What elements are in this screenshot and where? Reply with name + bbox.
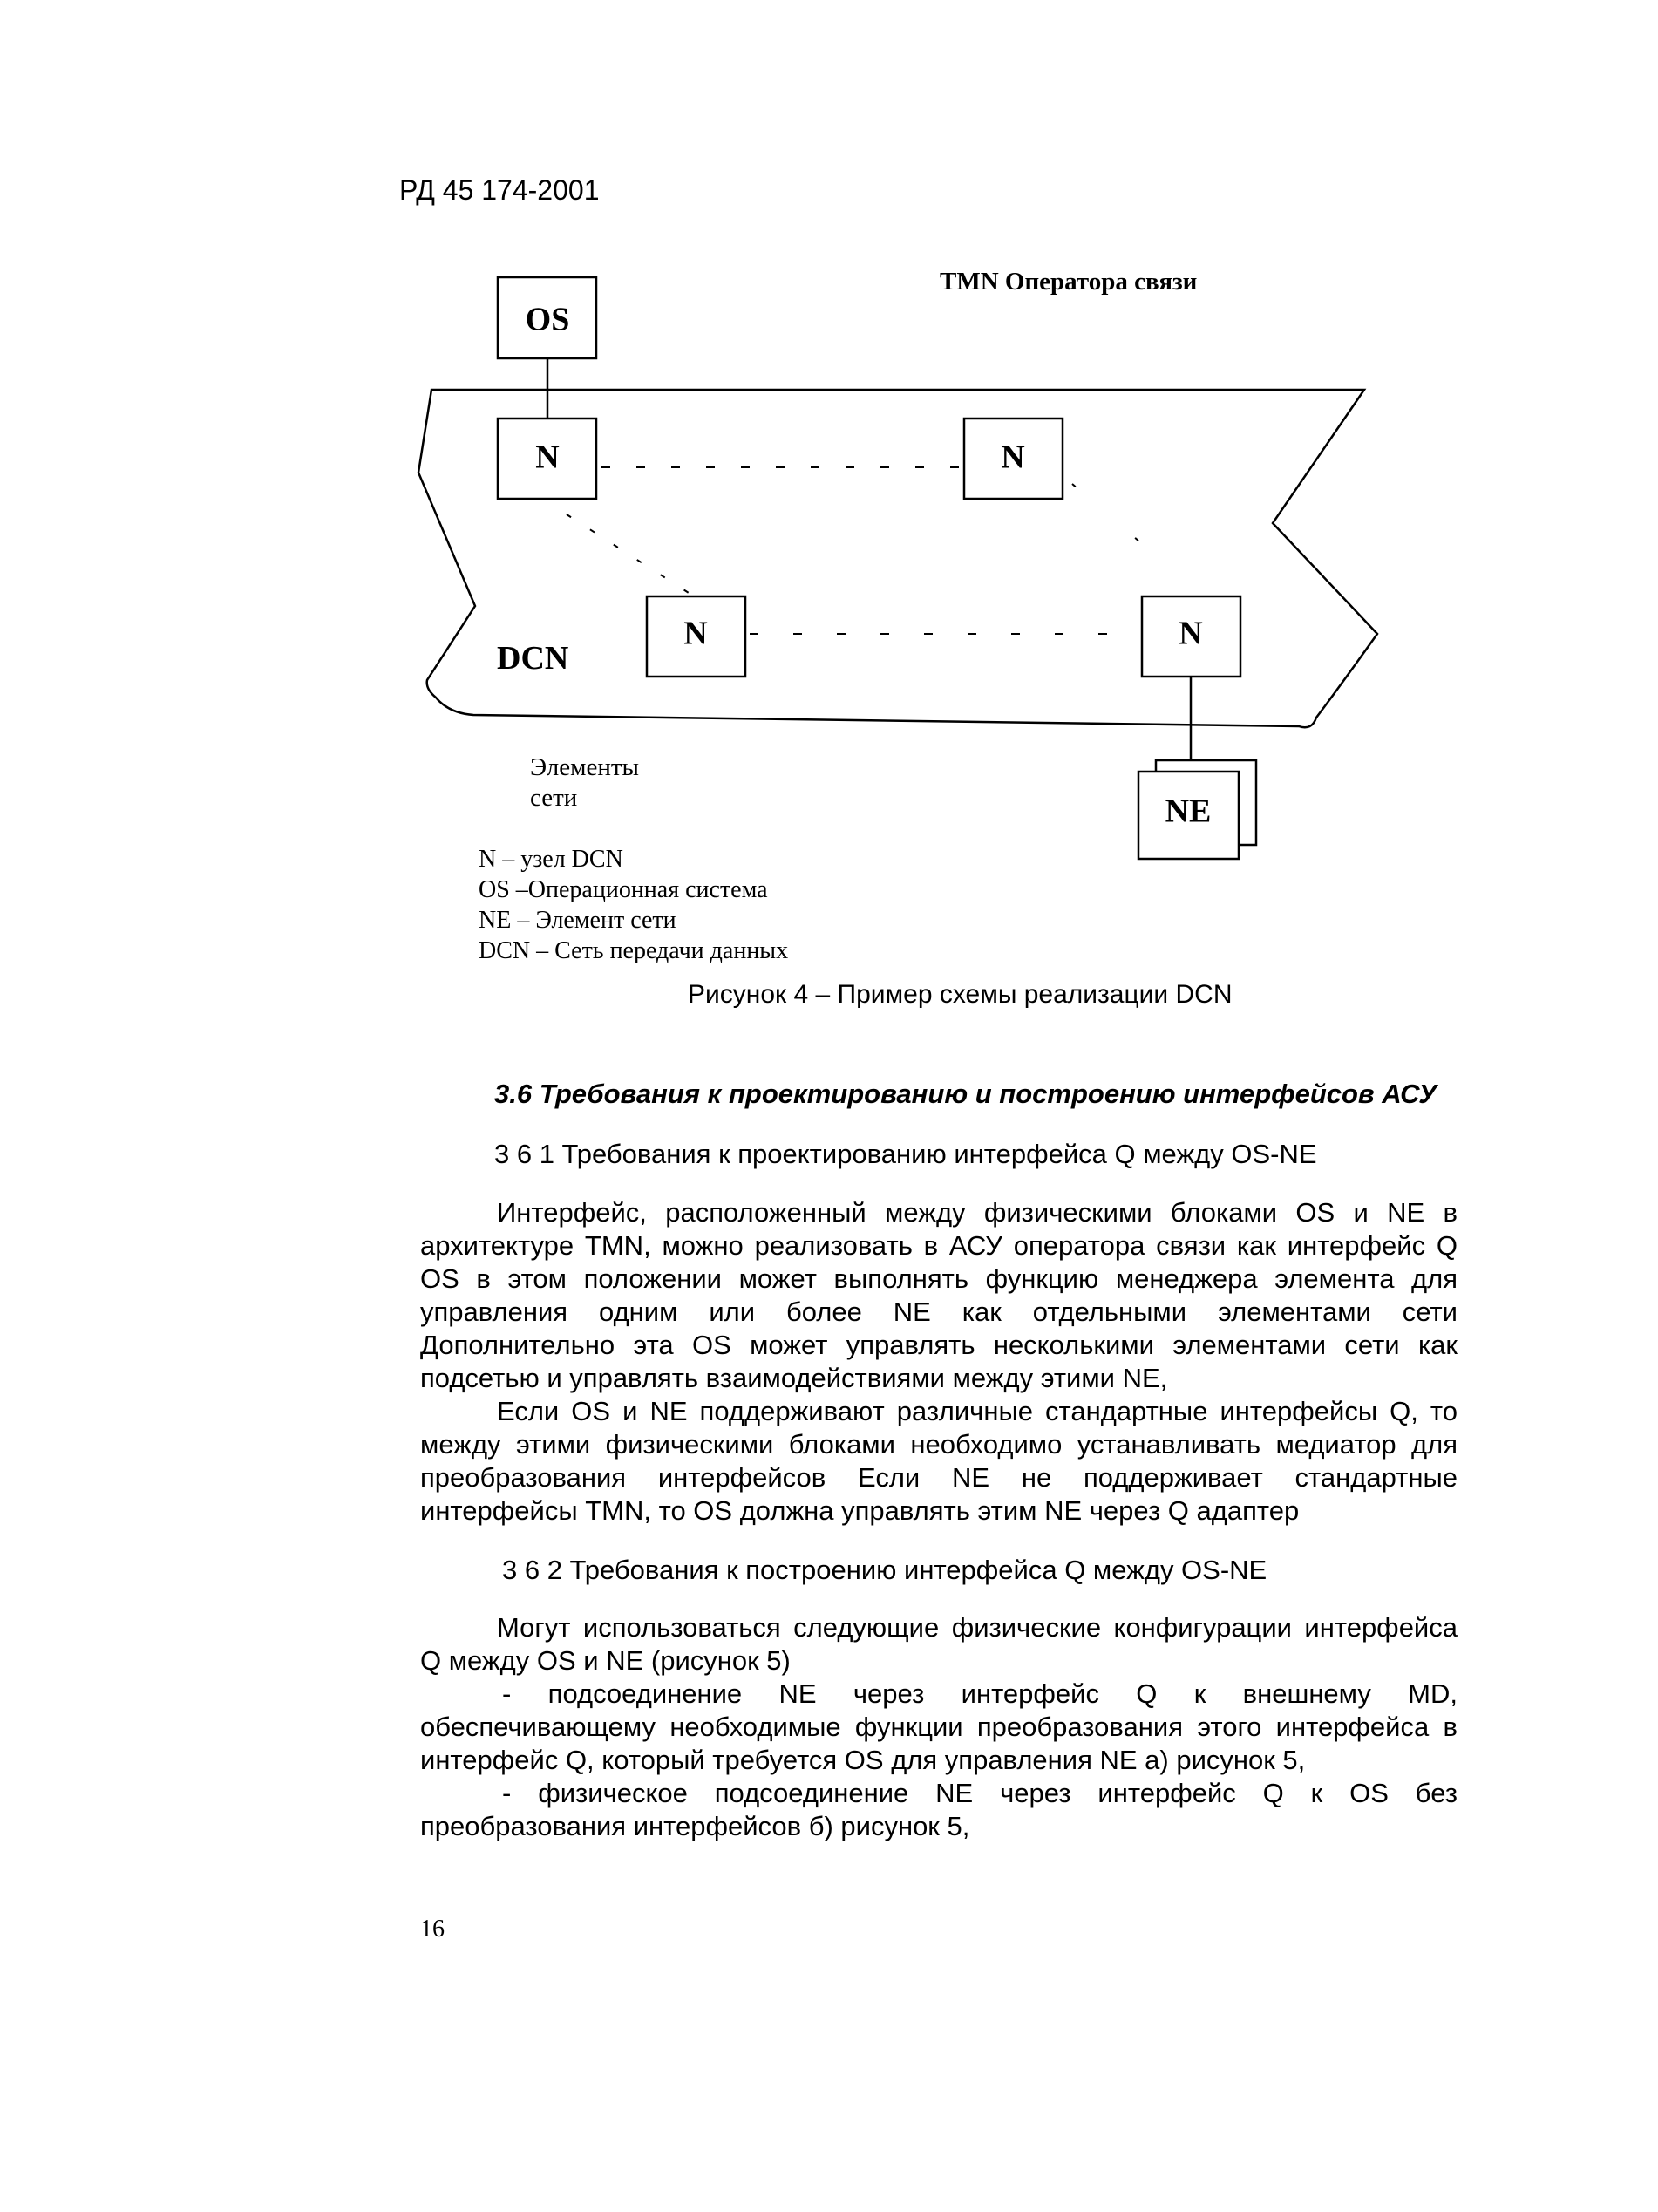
subsection-title-1: 3 6 1 Требования к проектированию интерфейса Q между OS-NE — [494, 1139, 1317, 1169]
legend-item-dcn: DCN – Сеть передачи данных — [479, 937, 789, 964]
list-item: - физическое подсоединение NE через интерфейс Q к OS без преобразования интерфейсов б) рисунок 5, — [420, 1778, 1458, 1841]
subsection-2-body — [420, 1611, 1458, 1843]
list-item: - подсоединение NE через интерфейс Q к внешнему MD, обеспечивающему необходимые функции преобразования этого интерфейса в интерфейс Q, который требуется OS для управления NE а) рисунок 5, — [420, 1678, 1458, 1775]
paragraph: Интерфейс, расположенный между физическими блоками OS и NE в архитектуре TMN, можно реализовать в АСУ оператора связи как интерфейс Q OS в этом положении может выполнять функцию менеджера элемента для управления одним или более NE как отдельными элементами сети Дополнительно эта OS может управлять несколькими элементами сети как подсетью и управлять взаимодействиями между этими NE, — [420, 1197, 1458, 1393]
node-label-top-right: N — [1001, 439, 1025, 476]
dcn-label: DCN — [497, 640, 569, 677]
legend-item-node: N – узел DCN — [479, 846, 623, 873]
node-label-bottom-right: N — [1179, 615, 1203, 652]
legend-item-os: OS –Операционная система — [479, 876, 768, 903]
ne-box-label: NE — [1165, 793, 1212, 830]
figure-title: TMN Оператора связи — [940, 268, 1198, 296]
legend-item-ne: NE – Элемент сети — [479, 907, 676, 934]
dcn-diagram — [0, 0, 1658, 1046]
figure-caption: Рисунок 4 – Пример схемы реализации DCN — [688, 980, 1233, 1009]
node-label-bottom-left: N — [683, 615, 708, 652]
paragraph: Если OS и NE поддерживают различные стандартные интерфейсы Q, то между этими физическими блоками необходимо устанавливать медиатор для преобразования интерфейсов Если NE не поддерживает стандартные интерфейсы TMN, то OS должна управлять этим NE через Q адаптер — [420, 1396, 1458, 1526]
ne-caption-line2: сети — [530, 784, 578, 812]
paragraph: Могут использоваться следующие физические конфигурации интерфейса Q между OS и NE (рисунок 5) — [420, 1612, 1458, 1676]
subsection-title-2: 3 6 2 Требования к построению интерфейса Q между OS-NE — [502, 1555, 1267, 1585]
section-heading: 3.6 Требования к проектированию и построению интерфейсов АСУ — [494, 1079, 1437, 1109]
link-diagonal-right — [1072, 484, 1194, 589]
os-box-label: OS — [525, 301, 570, 338]
link-diagonal-left — [567, 514, 689, 593]
page-number: 16 — [420, 1916, 445, 1943]
document-code: РД 45 174-2001 — [399, 174, 600, 206]
subsection-1-body — [420, 1196, 1458, 1528]
node-label-top-left: N — [535, 439, 560, 476]
ne-caption-line1: Элементы — [530, 753, 640, 781]
